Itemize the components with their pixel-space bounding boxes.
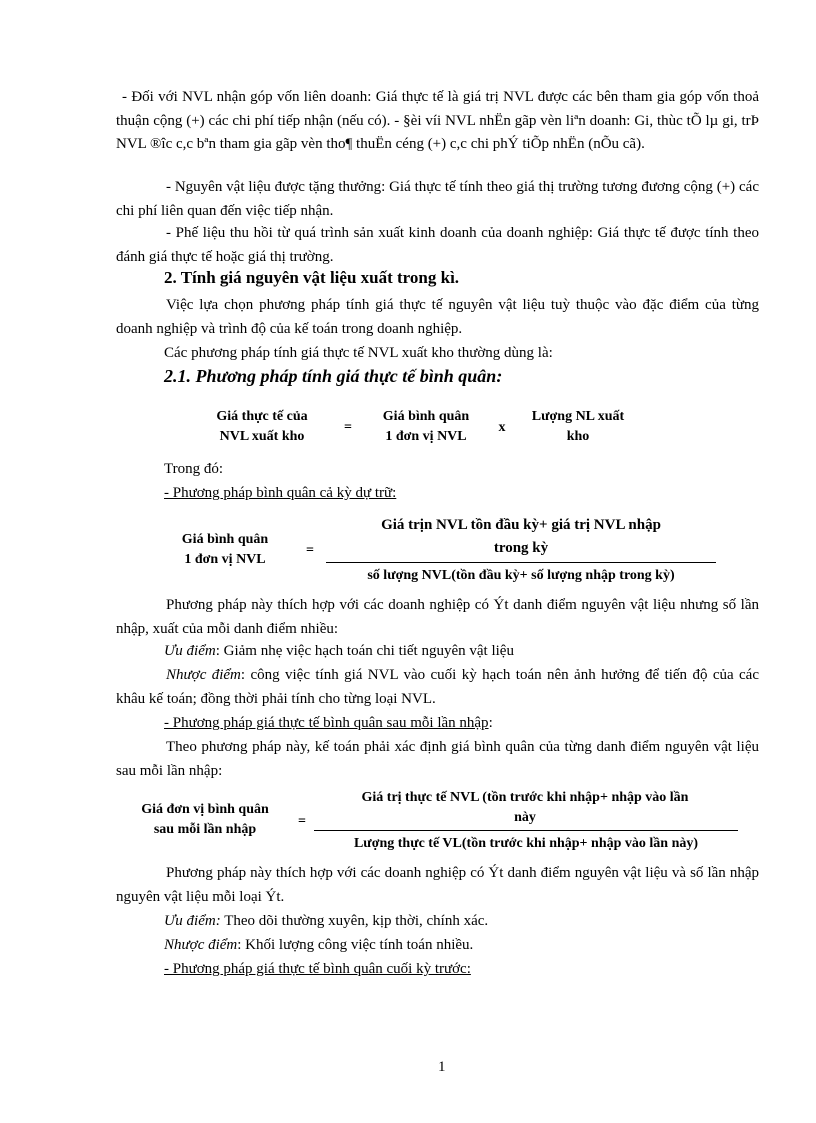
method-sau-moi-lan-nhap-colon: : (488, 715, 493, 731)
method-sau-moi-lan-nhap (164, 712, 493, 734)
formula2-equals: = (306, 543, 314, 558)
formula1-times: x (498, 420, 506, 435)
page-number: 1 (438, 1059, 446, 1075)
cons-1-label: Nhược điểm (166, 667, 241, 683)
formula3-equals: = (298, 814, 306, 829)
subsection-heading: 2.1. Phương pháp tính giá thực tế bình quân: (164, 366, 503, 386)
formula2-numerator: Giá trịn NVL tồn đầu kỳ+ giá trị NVL nhập trong kỳ (381, 517, 661, 556)
pros-1-text: : Giảm nhẹ việc hạch toán chi tiết nguyên vật liệu (215, 643, 514, 659)
formula2-denominator: số lượng NVL(tồn đầu kỳ+ số lượng nhập trong kỳ) (367, 568, 675, 583)
method-binh-quan-ca-ky: - Phương pháp bình quân cả kỳ dự trữ: (164, 485, 397, 501)
formula2-lhs: Giá bình quân 1 đơn vị NVL (181, 532, 269, 567)
paragraph-tang-thuong: - Nguyên vật liệu được tặng thưởng: Giá thực tế tính theo giá thị trường tương đương cộng (+) các chi phí liên quan đến việc tiếp nhận. (116, 179, 759, 219)
cons-2 (164, 934, 473, 956)
formula1-lhs: Giá thực tế của NVL xuất kho (216, 409, 308, 444)
paragraph-nvl-gop-von: - Đối với NVL nhận góp vốn liên doanh: Giá thực tế là giá trị NVL được các bên tham gia góp vốn thoả thuận cộng (+) các chi phí tiếp nhận (nếu có). - §èi víi NVL nhËn gãp vèn liªn doanh: Gi, thùc tÕ lµ gi, trÞ NVL ®îc c,c bªn tham gia gãp vèn tho¶ thuËn céng (+) c,c chi phÝ tiÕp nhËn (nÕu cã). (116, 89, 759, 152)
cons-1 (116, 664, 759, 711)
paragraph-lua-chon: Việc lựa chọn phương pháp tính giá thực tế nguyên vật liệu tuỳ thuộc vào đặc điểm của từng doanh nghiệp và trình độ của kế toán trong doanh nghiệp. (116, 297, 759, 337)
paragraph-theo-phuong-phap: Theo phương pháp này, kế toán phải xác định giá bình quân của từng danh điểm nguyên vật liệu sau mỗi lần nhập: (116, 739, 759, 779)
paragraph-thich-hop-1: Phương pháp này thích hợp với các doanh nghiệp có Ýt danh điểm nguyên vật liệu nhưng số lần nhập, xuất của mỗi danh điểm nhiều: (116, 597, 759, 637)
formula3-lhs: Giá đơn vị bình quân sau mỗi lần nhập (141, 802, 269, 837)
paragraph-phuong-phap: Các phương pháp tính giá thực tế NVL xuất kho thường dùng là: (164, 345, 553, 361)
cons-2-label: Nhược điểm (164, 937, 238, 953)
pros-1-label: Ưu điểm (164, 643, 216, 659)
pros-2-text: Theo dõi thường xuyên, kịp thời, chính xác. (220, 913, 489, 929)
trong-do-label: Trong đó: (164, 461, 224, 477)
cons-2-text: : Khối lượng công việc tính toán nhiều. (237, 937, 474, 953)
formula1-equals: = (344, 420, 352, 435)
formula1-unit-price: Giá bình quân 1 đơn vị NVL (382, 409, 470, 444)
paragraph-thich-hop-2: Phương pháp này thích hợp với các doanh nghiệp có Ýt danh điểm nguyên vật liệu và số lần nhập nguyên vật liệu mỗi loại Ýt. (116, 865, 759, 905)
pros-1 (164, 640, 514, 662)
formula1-quantity: Lượng NL xuất kho (531, 409, 625, 444)
method-sau-moi-lan-nhap-text: - Phương pháp giá thực tế bình quân sau mỗi lần nhập (164, 715, 489, 731)
paragraph-phe-lieu: - Phế liệu thu hồi từ quá trình sản xuất kinh doanh của doanh nghiệp: Giá thực tế được tính theo đánh giá thực tế hoặc giá thị trường. (116, 225, 759, 265)
pros-2-label: Ưu điểm: (164, 913, 221, 929)
method-cuoi-ky-truoc: - Phương pháp giá thực tế bình quân cuối kỳ trước: (164, 961, 471, 977)
formula2-fraction-bar (326, 562, 716, 563)
formula3-fraction-bar (314, 830, 738, 831)
formula3-denominator: Lượng thực tế VL(tồn trước khi nhập+ nhập vào lần này) (353, 836, 699, 851)
section-heading: 2. Tính giá nguyên vật liệu xuất trong kì. (164, 268, 460, 287)
cons-1-text: : công việc tính giá NVL vào cuối kỳ hạch toán nên ảnh hưởng để tiến độ của các khâu kế toán; đồng thời phải tính cho từng loại NVL. (116, 667, 759, 707)
pros-2 (164, 910, 488, 932)
formula3-numerator: Giá trị thực tế NVL (tồn trước khi nhập+ nhập vào lần này (361, 790, 689, 825)
